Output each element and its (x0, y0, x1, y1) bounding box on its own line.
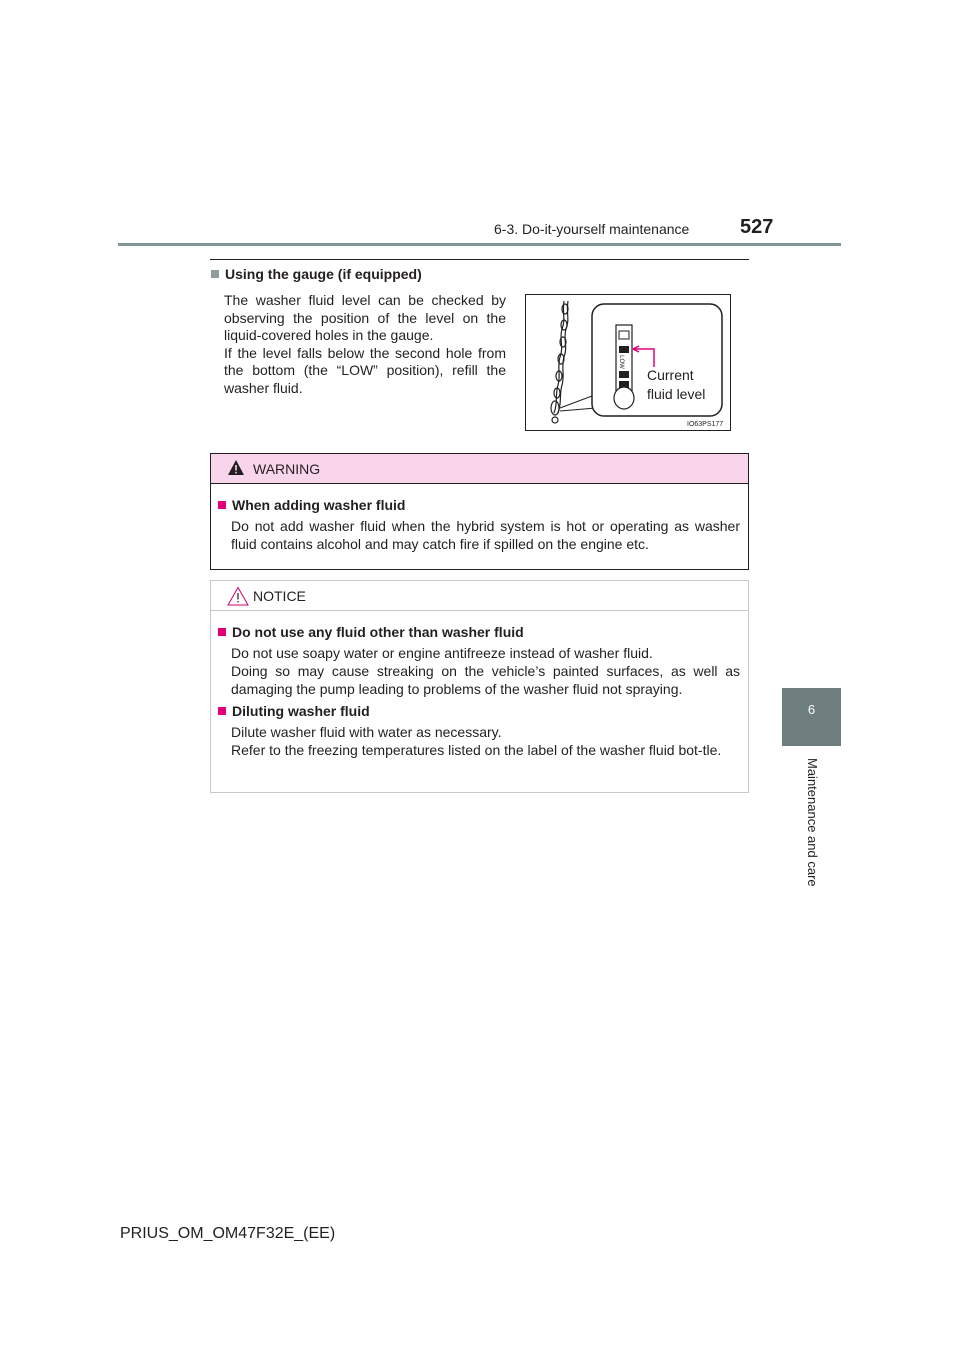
notice-item-text: Refer to the freezing temperatures listed on the label of the washer fluid bot-tle. (231, 742, 722, 758)
section-title: 6-3. Do-it-yourself maintenance (494, 221, 690, 237)
notice-item-text: Doing so may cause streaking on the vehicle’s painted surfaces, as well as damaging the pump leading to problems of the washer fluid not spraying. (231, 663, 740, 697)
notice-item-text: Do not use soapy water or engine antifreeze instead of washer fluid. (231, 645, 653, 661)
notice-title: NOTICE (253, 588, 306, 604)
header-rule (118, 243, 841, 246)
warning-item-heading: When adding washer fluid (218, 497, 405, 513)
caution-icon (227, 586, 249, 606)
page-number: 527 (740, 216, 774, 238)
warning-header (211, 454, 748, 484)
paragraph: The washer fluid level can be checked by observing the position of the level on the liquid-covered holes in the gauge. (224, 292, 506, 343)
gauge-illustration (525, 294, 731, 431)
warning-item-text: Do not add washer fluid when the hybrid system is hot or operating as washer fluid contains alcohol and may catch fire if spilled on the engine etc. (231, 518, 740, 552)
square-bullet-icon (218, 628, 226, 636)
chapter-label: Maintenance and care (805, 758, 820, 887)
gauge-drawing (526, 295, 732, 432)
notice-item-heading: Diluting washer fluid (218, 703, 370, 719)
using-gauge-heading: Using the gauge (if equipped) (211, 266, 422, 282)
dipstick-icon (551, 301, 568, 423)
notice-item-text: Dilute washer fluid with water as necessary. (231, 724, 502, 740)
chapter-tab: 6 (782, 688, 841, 746)
notice-item-heading: Do not use any fluid other than washer fluid (218, 624, 524, 640)
warning-title: WARNING (253, 461, 321, 477)
using-gauge-text (224, 292, 506, 397)
square-bullet-icon (218, 501, 226, 509)
document-code: PRIUS_OM_OM47F32E_(EE) (120, 1225, 336, 1242)
svg-text:LOW: LOW (618, 355, 624, 369)
section-rule (210, 259, 749, 260)
paragraph: If the level falls below the second hole from the bottom (the “LOW” position), refill the washer fluid. (224, 344, 506, 396)
square-bullet-icon (211, 270, 219, 278)
magnified-gauge-icon (614, 325, 634, 409)
notice-header (211, 581, 748, 611)
warning-icon (227, 459, 245, 476)
warning-box (210, 453, 749, 570)
current-fluid-level-label: Current fluid level (647, 367, 706, 402)
square-bullet-icon (218, 707, 226, 715)
figure-code: IO63PS177 (687, 421, 724, 428)
notice-box (210, 580, 749, 793)
